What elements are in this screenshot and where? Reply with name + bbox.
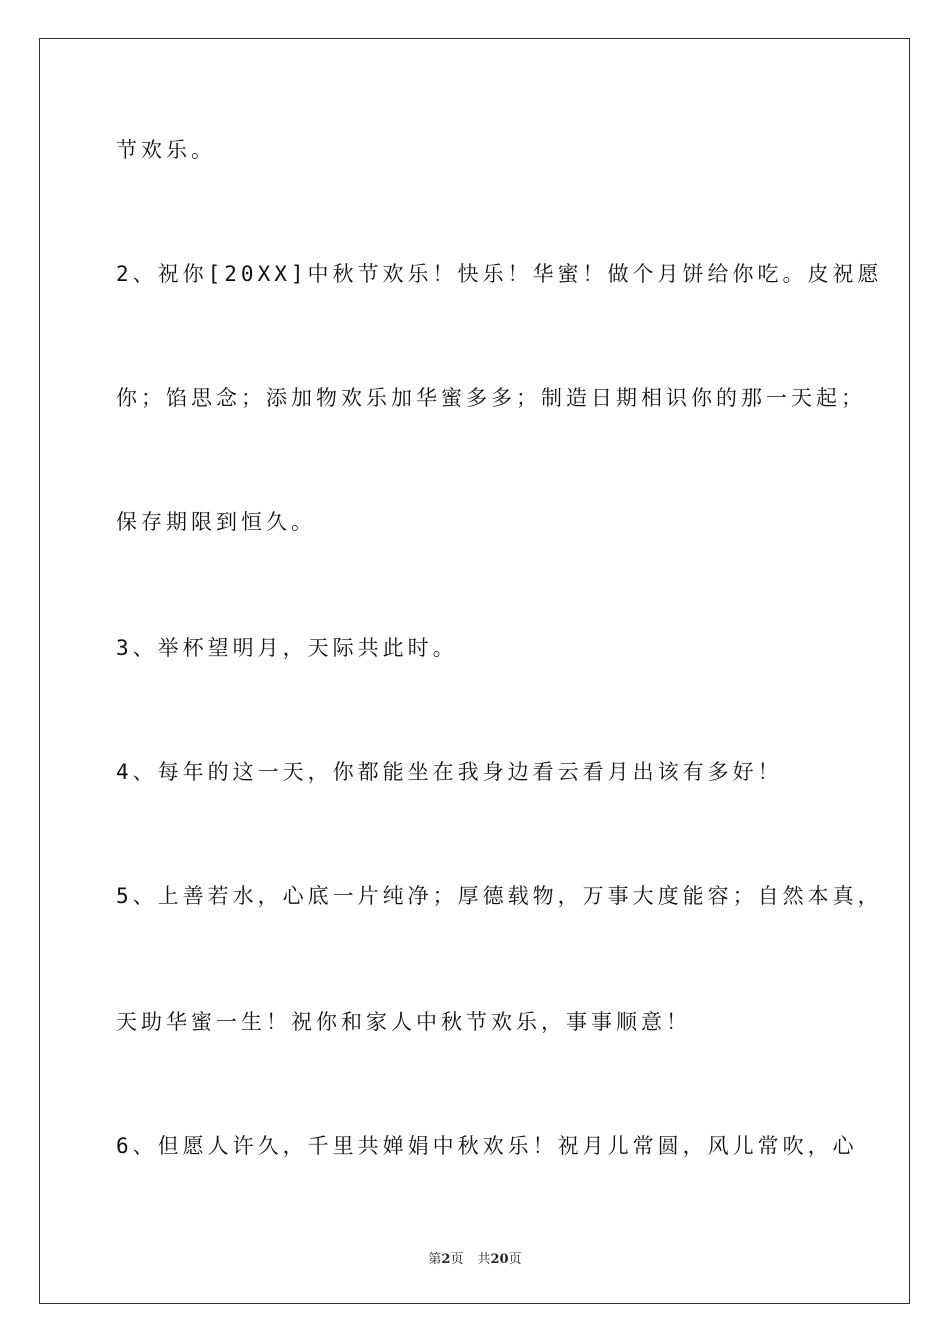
text-line-9: 6、但愿人许久，千里共婵娟中秋欢乐！祝月儿常圆，风儿常吹，心 xyxy=(116,1134,858,1158)
total-suffix: 页 xyxy=(508,1252,522,1267)
total-pages: 20 xyxy=(490,1252,509,1267)
text-line-4: 保存期限到恒久。 xyxy=(116,510,316,534)
page-number: 2 xyxy=(441,1252,451,1267)
text-line-1: 节欢乐。 xyxy=(116,138,216,162)
page-footer xyxy=(0,1248,950,1267)
text-line-6: 4、每年的这一天，你都能坐在我身边看云看月出该有多好！ xyxy=(116,760,783,784)
page-prefix: 第 xyxy=(428,1252,442,1267)
text-line-5: 3、举杯望明月，天际共此时。 xyxy=(116,636,458,660)
text-line-7: 5、上善若水，心底一片纯净；厚德载物，万事大度能容；自然本真， xyxy=(116,884,883,908)
text-line-2: 2、祝你[20XX]中秋节欢乐！快乐！华蜜！做个月饼给你吃。皮祝愿 xyxy=(116,262,883,286)
page-suffix: 页 xyxy=(450,1252,464,1267)
text-line-3: 你；馅思念；添加物欢乐加华蜜多多；制造日期相识你的那一天起； xyxy=(116,386,866,410)
total-prefix: 共 xyxy=(477,1252,491,1267)
text-line-8: 天助华蜜一生！祝你和家人中秋节欢乐，事事顺意！ xyxy=(116,1010,691,1034)
page-border xyxy=(39,38,910,1304)
